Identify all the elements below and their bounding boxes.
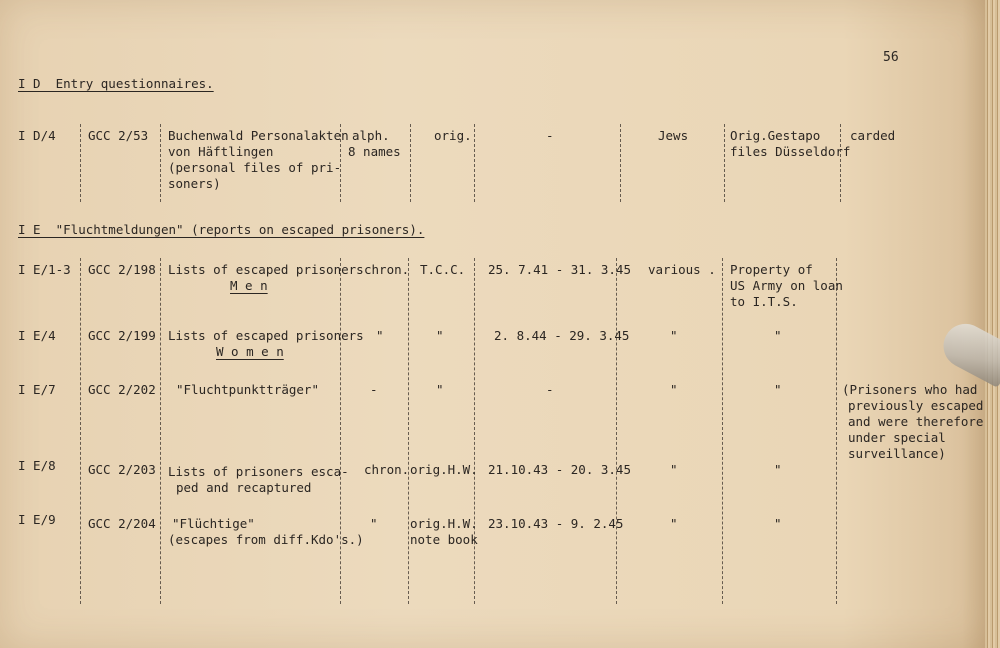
row-dates: -	[546, 382, 554, 397]
section-heading-e: I E "Fluchtmeldungen" (reports on escaped prisoners).	[18, 222, 425, 237]
row-arrangement: chron.	[364, 462, 410, 477]
row-title-emphasis: M e n	[230, 278, 268, 293]
book-page-edges	[985, 0, 1000, 648]
row-ref: I D/4	[18, 128, 56, 143]
column-divider	[836, 258, 837, 604]
column-divider	[474, 124, 475, 202]
row-ref: I E/8	[18, 458, 56, 473]
row-title-line: (personal files of pri-	[168, 160, 342, 175]
row-title-line: ped and recaptured	[176, 480, 312, 495]
row-call-no: GCC 2/198	[88, 262, 156, 277]
row-ref: I E/9	[18, 512, 56, 527]
row-category: various .	[648, 262, 716, 277]
row-category: "	[670, 328, 678, 343]
row-dates: 21.10.43 - 20. 3.45	[488, 462, 631, 477]
column-divider	[160, 258, 161, 604]
column-divider	[474, 258, 475, 604]
row-category: Jews	[658, 128, 689, 143]
row-provenance: "	[774, 328, 782, 343]
row-call-no: GCC 2/203	[88, 462, 156, 477]
row-form: "	[436, 328, 444, 343]
row-title-line: "Flüchtige"	[172, 516, 255, 531]
row-form: "	[436, 382, 444, 397]
row-title-line: Lists of escaped prisoners	[168, 262, 364, 277]
row-call-no: GCC 2/202	[88, 382, 156, 397]
row-form: orig.H.W.	[410, 462, 478, 477]
column-divider	[80, 124, 81, 202]
column-divider	[410, 124, 411, 202]
row-title-line: "Fluchtpunktträger"	[176, 382, 319, 397]
row-form: T.C.C.	[420, 262, 466, 277]
column-divider	[616, 258, 617, 604]
row-ref: I E/4	[18, 328, 56, 343]
row-remarks: (Prisoners who had	[842, 382, 978, 397]
row-provenance: US Army on loan	[730, 278, 843, 293]
row-title-line: von Häftlingen	[168, 144, 274, 159]
row-title-emphasis: W o m e n	[216, 344, 284, 359]
column-divider	[724, 124, 725, 202]
row-remarks: carded	[850, 128, 896, 143]
row-provenance: "	[774, 382, 782, 397]
column-divider	[160, 124, 161, 202]
row-title-line: (escapes from diff.Kdo's.)	[168, 532, 364, 547]
row-provenance: to I.T.S.	[730, 294, 798, 309]
column-divider	[840, 124, 841, 202]
row-provenance: Orig.Gestapo	[730, 128, 821, 143]
row-category: "	[670, 462, 678, 477]
row-title-line: soners)	[168, 176, 221, 191]
column-divider	[340, 258, 341, 604]
column-divider	[80, 258, 81, 604]
column-divider	[408, 258, 409, 604]
row-arrangement: "	[370, 516, 378, 531]
row-dates: -	[546, 128, 554, 143]
row-dates: 2. 8.44 - 29. 3.45	[494, 328, 630, 343]
row-category: "	[670, 382, 678, 397]
page-number: 56	[883, 50, 899, 65]
column-divider	[722, 258, 723, 604]
row-arrangement: alph.	[352, 128, 390, 143]
row-form: orig.	[434, 128, 472, 143]
row-call-no: GCC 2/199	[88, 328, 156, 343]
row-title-line: Lists of escaped prisoners	[168, 328, 364, 343]
row-title-line: Buchenwald Personalakten	[168, 128, 349, 143]
row-title-line: Lists of prisoners esca-	[168, 464, 349, 479]
row-arrangement: chron.	[364, 262, 410, 277]
row-ref: I E/7	[18, 382, 56, 397]
row-remarks: surveillance)	[848, 446, 946, 461]
column-divider	[620, 124, 621, 202]
row-provenance: "	[774, 462, 782, 477]
row-dates: 23.10.43 - 9. 2.45	[488, 516, 624, 531]
row-form: orig.H.W.	[410, 516, 478, 531]
row-remarks: previously escaped	[848, 398, 984, 413]
row-call-no: GCC 2/53	[88, 128, 149, 143]
row-call-no: GCC 2/204	[88, 516, 156, 531]
section-heading-d: I D Entry questionnaires.	[18, 76, 214, 91]
row-remarks: under special	[848, 430, 946, 445]
row-dates: 25. 7.41 - 31. 3.45	[488, 262, 631, 277]
row-provenance: Property of	[730, 262, 813, 277]
row-provenance: files Düsseldorf	[730, 144, 851, 159]
row-arrangement: 8 names	[348, 144, 401, 159]
row-category: "	[670, 516, 678, 531]
row-ref: I E/1-3	[18, 262, 71, 277]
row-form: note book	[410, 532, 478, 547]
row-provenance: "	[774, 516, 782, 531]
row-arrangement: -	[370, 382, 378, 397]
row-remarks: and were therefore	[848, 414, 984, 429]
row-arrangement: "	[376, 328, 384, 343]
